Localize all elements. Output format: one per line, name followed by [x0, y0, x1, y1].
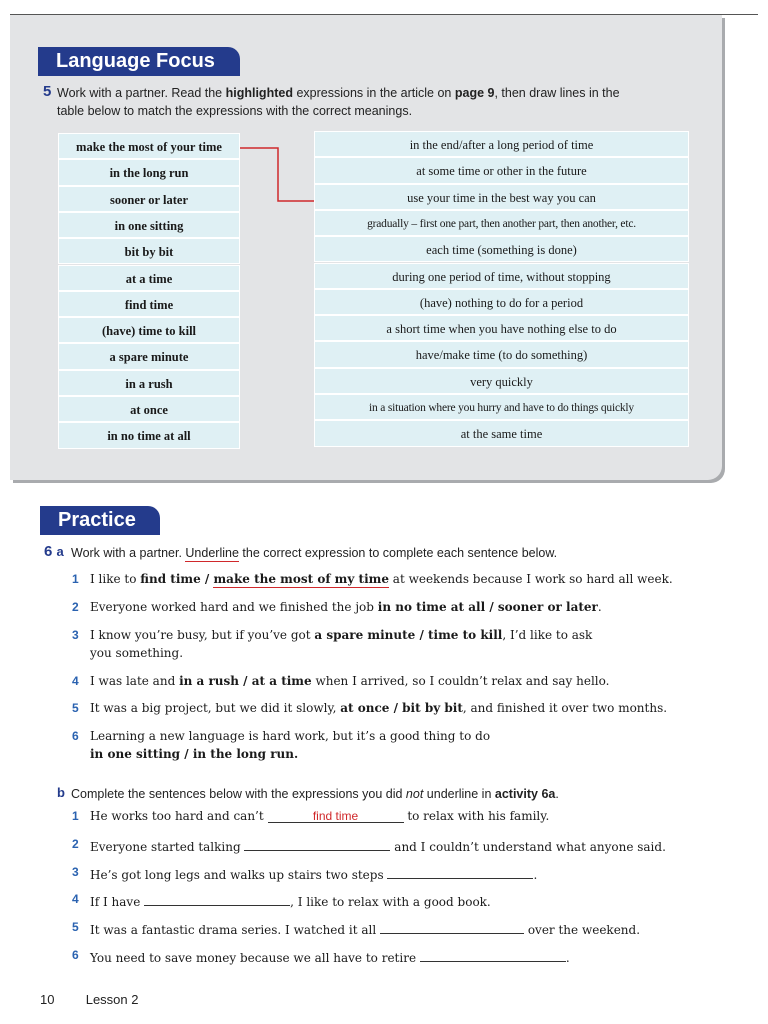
- language-focus-title: Language Focus: [38, 47, 240, 76]
- meaning-cell[interactable]: very quickly: [314, 368, 689, 394]
- activity-5-instruction: Work with a partner. Read the highlighted expressions in the article on page 9, then draw lines in the table below to match the expressions with the correct meanings.: [57, 86, 620, 118]
- expression-cell[interactable]: in the long run: [58, 159, 240, 185]
- meaning-cell[interactable]: at some time or other in the future: [314, 157, 689, 183]
- meaning-cell[interactable]: in a situation where you hurry and have to do things quickly: [314, 394, 689, 420]
- item-6a-5: 5 It was a big project, but we did it slowly, at once / bit by bit, and finished it over two months.: [72, 701, 668, 715]
- item-6b-5: 5 It was a fantastic drama series. I watched it all over the weekend.: [72, 920, 641, 937]
- meaning-cell[interactable]: gradually – first one part, then another part, then another, etc.: [314, 210, 689, 236]
- answer-blank[interactable]: [420, 946, 566, 962]
- item-6a-3: 3 I know you’re busy, but if you’ve got a spare minute / time to kill, I’d like to ask you something.: [72, 628, 593, 660]
- activity-6-number: 6 a: [44, 543, 64, 560]
- expression-cell[interactable]: in no time at all: [58, 422, 240, 448]
- answer-blank[interactable]: [387, 863, 533, 879]
- page-number: 10: [40, 992, 55, 1007]
- item-6a-6: 6 Learning a new language is hard work, but it’s a good thing to do in one sitting / in the long run.: [72, 729, 491, 761]
- match-line: [0, 0, 768, 480]
- item-6b-3: 3 He’s got long legs and walks up stairs two steps .: [72, 865, 538, 882]
- expression-cell[interactable]: a spare minute: [58, 343, 240, 369]
- meaning-cell[interactable]: use your time in the best way you can: [314, 184, 689, 210]
- activity-5-number: 5: [43, 83, 52, 100]
- expression-cell[interactable]: sooner or later: [58, 186, 240, 212]
- answer-blank[interactable]: [380, 918, 524, 934]
- item-6a-4: 4 I was late and in a rush / at a time when I arrived, so I couldn’t relax and say hello.: [72, 674, 610, 688]
- item-6b-4: 4 If I have , I like to relax with a good book.: [72, 892, 491, 909]
- meaning-cell[interactable]: in the end/after a long period of time: [314, 131, 689, 157]
- activity-6b-letter: b: [57, 785, 65, 800]
- item-6b-2: 2 Everyone started talking and I couldn’t understand what anyone said.: [72, 837, 666, 854]
- expression-cell[interactable]: at once: [58, 396, 240, 422]
- meaning-cell[interactable]: (have) nothing to do for a period: [314, 289, 689, 315]
- lesson-label: Lesson 2: [85, 992, 139, 1007]
- expression-cell[interactable]: find time: [58, 291, 240, 317]
- answer-blank[interactable]: find time: [268, 807, 404, 823]
- page-footer: [40, 992, 138, 1007]
- expression-cell[interactable]: bit by bit: [58, 238, 240, 264]
- item-6b-1: 1 He works too hard and can’t find time to relax with his family.: [72, 809, 550, 823]
- meaning-cell[interactable]: a short time when you have nothing else to do: [314, 315, 689, 341]
- expression-cell[interactable]: at a time: [58, 265, 240, 291]
- expression-cell[interactable]: (have) time to kill: [58, 317, 240, 343]
- activity-6a-instruction: Work with a partner. Underline the correct expression to complete each sentence below.: [71, 546, 558, 560]
- item-6a-2: 2 Everyone worked hard and we finished the job in no time at all / sooner or later.: [72, 600, 602, 614]
- answer-blank[interactable]: [244, 835, 390, 851]
- item-6b-6: 6 You need to save money because we all have to retire .: [72, 948, 570, 965]
- expression-cell[interactable]: in a rush: [58, 370, 240, 396]
- expression-cell[interactable]: make the most of your time: [58, 133, 240, 159]
- expression-cell[interactable]: in one sitting: [58, 212, 240, 238]
- meaning-cell[interactable]: during one period of time, without stopping: [314, 263, 689, 289]
- meaning-cell[interactable]: have/make time (to do something): [314, 341, 689, 367]
- meaning-cell[interactable]: each time (something is done): [314, 236, 689, 262]
- item-6a-1: 1 I like to find time / make the most of my time at weekends because I work so hard all week.: [72, 572, 673, 586]
- activity-6b-instruction: Complete the sentences below with the expressions you did not underline in activity 6a.: [71, 787, 559, 801]
- meaning-cell[interactable]: at the same time: [314, 420, 689, 446]
- answer-blank[interactable]: [144, 890, 290, 906]
- underlined-answer: make the most of my time: [213, 572, 389, 586]
- practice-title: Practice: [40, 506, 160, 535]
